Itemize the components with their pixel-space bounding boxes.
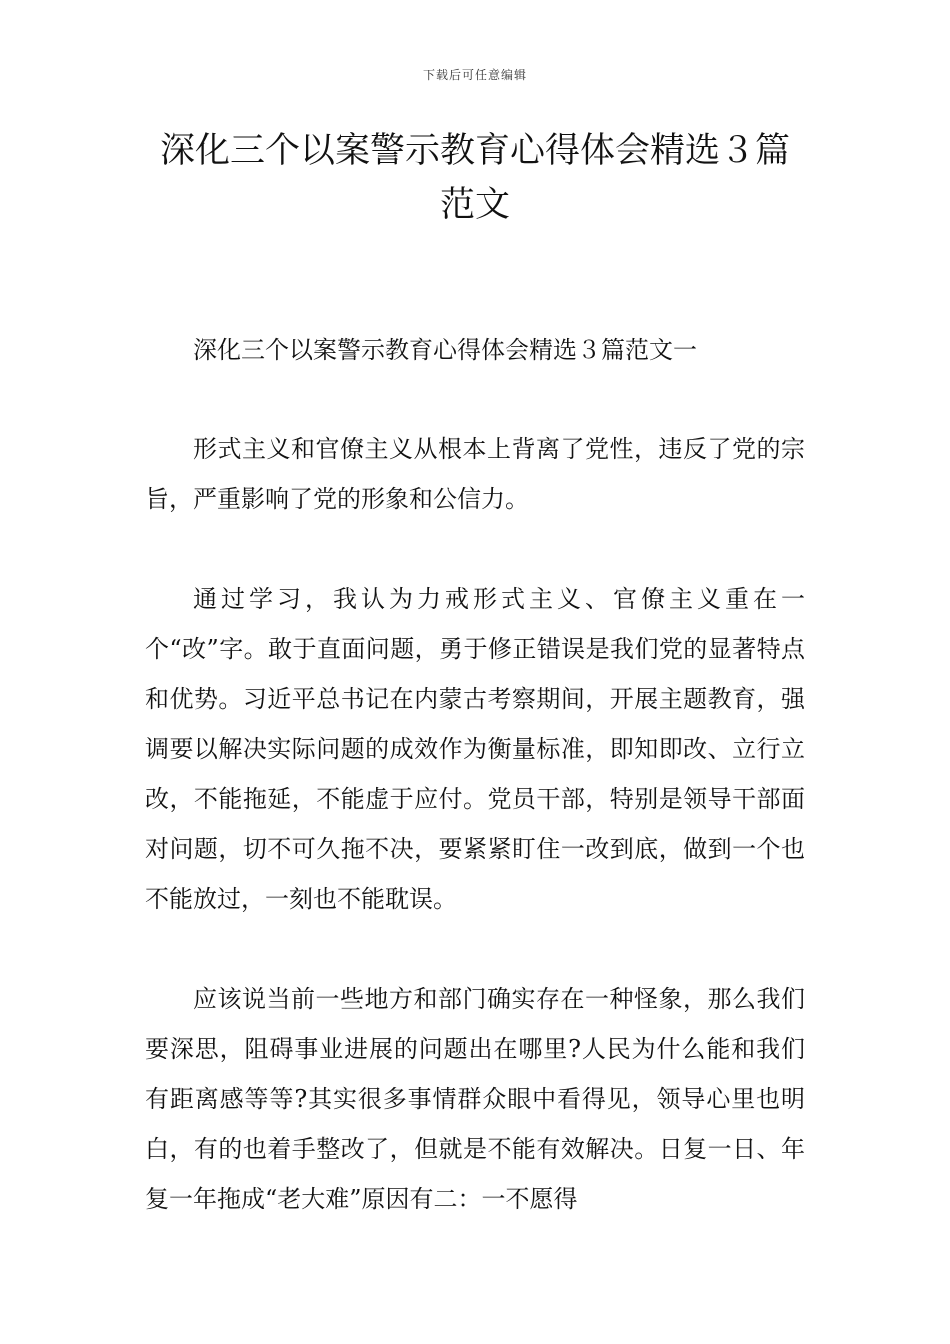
- paragraph-1: 形式主义和官僚主义从根本上背离了党性，违反了党的宗旨，严重影响了党的形象和公信力。: [145, 435, 805, 513]
- section-heading: 深化三个以案警示教育心得体会精选３篇范文一: [193, 336, 697, 364]
- paragraph-3: 应该说当前一些地方和部门确实存在一种怪象，那么我们要深思，阻碍事业进展的问题出在哪里?人民为什么能和我们有距离感等等?其实很多事情群众眼中看得见，领导心里也明白，有的也着手整改了，但就是不能有效解决。日复一日、年复一年拖成“老大难”原因有二：一不愿得: [145, 985, 805, 1213]
- paragraph-2: 通过学习，我认为力戒形式主义、官僚主义重在一个“改”字。敢于直面问题，勇于修正错误是我们党的显著特点和优势。习近平总书记在内蒙古考察期间，开展主题教育，强调要以解决实际问题的成效作为衡量标准，即知即改、立行立改，不能拖延，不能虚于应付。党员干部，特别是领导干部面对问题，切不可久拖不决，要紧紧盯住一改到底，做到一个也不能放过，一刻也不能耽误。: [145, 585, 805, 913]
- document-title: 深化三个以案警示教育心得体会精选３篇范文: [159, 131, 790, 225]
- header-note: 下载后可任意编辑: [422, 68, 527, 82]
